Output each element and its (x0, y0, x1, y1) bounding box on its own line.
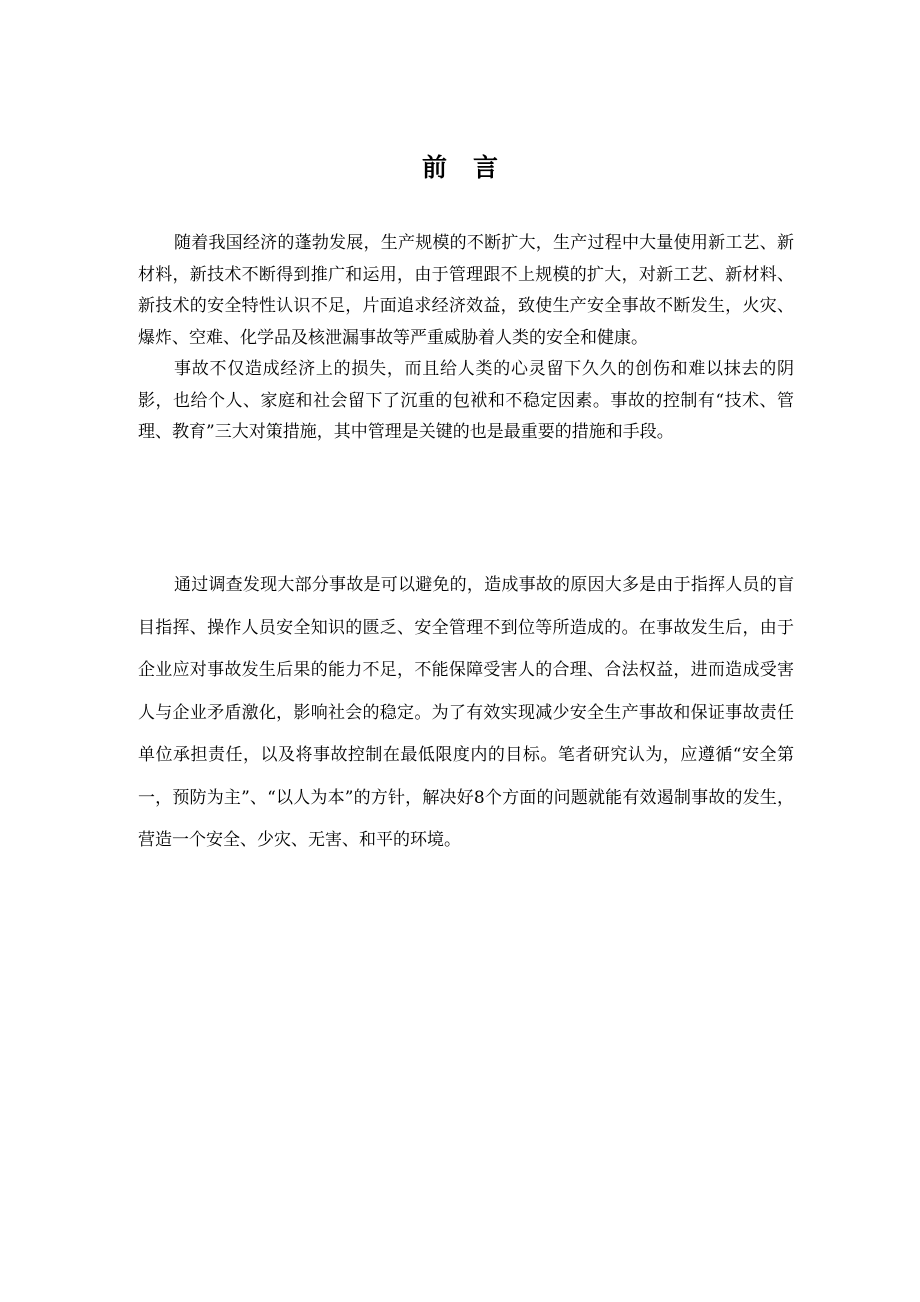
intro-block (138, 228, 794, 449)
paragraph-1: 随着我国经济的蓬勃发展，生产规模的不断扩大，生产过程中大量使用新工艺、新材料，新技术不断得到推广和运用，由于管理跟不上规模的扩大，对新工艺、新材料、新技术的安全特性认识不足，片面追求经济效益，致使生产安全事故不断发生，火灾、爆炸、空难、化学品及核泄漏事故等严重威胁着人类的安全和健康。 (138, 233, 794, 348)
page-title: 前言 (421, 153, 524, 182)
main-block (138, 564, 794, 862)
paragraph-2: 事故不仅造成经济上的损失，而且给人类的心灵留下久久的创伤和难以抹去的阴影，也给个人、家庭和社会留下了沉重的包袱和不稳定因素。事故的控制有“技术、管理、教育”三大对策措施，其中管理是关键的也是最重要的措施和手段。 (138, 359, 794, 442)
paragraph-3: 通过调查发现大部分事故是可以避免的，造成事故的原因大多是由于指挥人员的盲目指挥、操作人员安全知识的匮乏、安全管理不到位等所造成的。在事故发生后，由于企业应对事故发生后果的能力不足，不能保障受害人的合理、合法权益，进而造成受害人与企业矛盾激化，影响社会的稳定。为了有效实现减少安全生产事故和保证事故责任单位承担责任，以及将事故控制在最低限度内的目标。笔者研究认为，应遵循“安全第一，预防为主”、“以人为本”的方针，解决好8个方面的问题就能有效遏制事故的发生，营造一个安全、少灾、无害、和平的环境。 (138, 575, 794, 850)
